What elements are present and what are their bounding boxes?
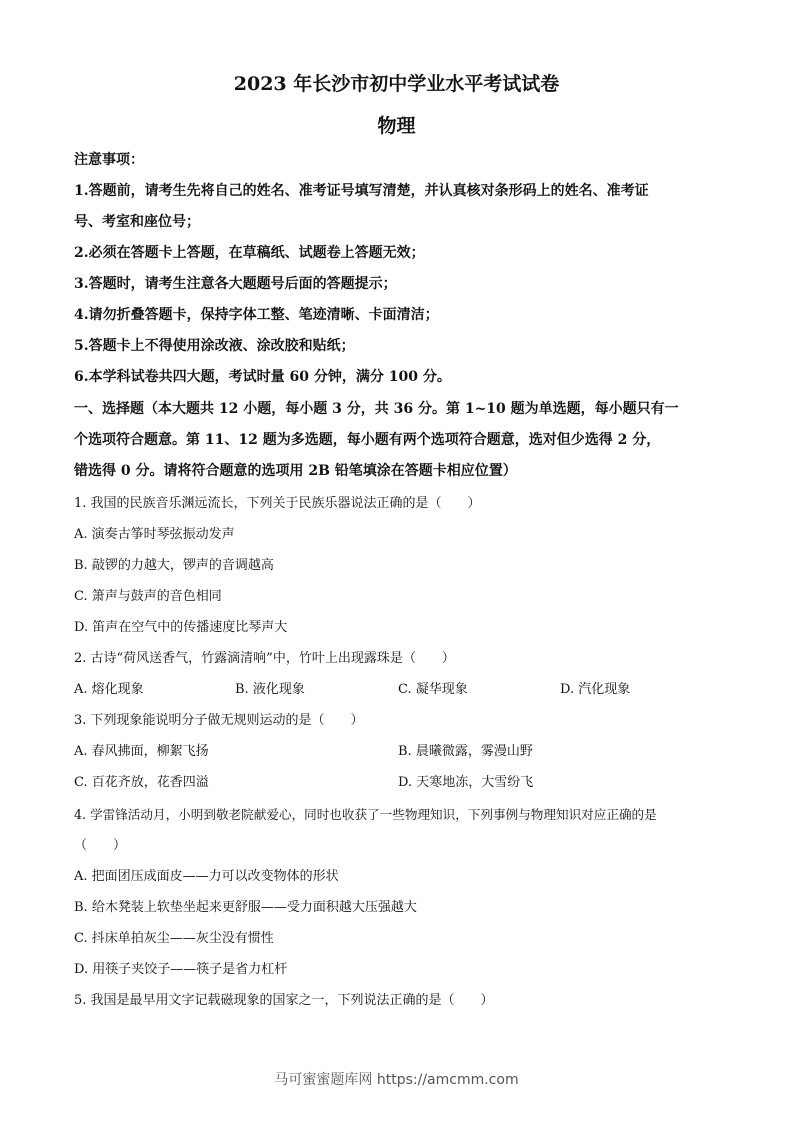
question-5-stem: 5. 我国是最早用文字记载磁现象的国家之一，下列说法正确的是（ ）: [74, 993, 494, 1008]
question-1-stem: 1. 我国的民族音乐渊远流长，下列关于民族乐器说法正确的是（ ）: [74, 496, 481, 511]
question-4-option-d: D. 用筷子夹饺子——筷子是省力杠杆: [74, 962, 288, 977]
question-3-option-b: B. 晨曦微露，雾漫山野: [398, 744, 533, 759]
question-1-option-c: C. 箫声与鼓声的音色相同: [74, 589, 222, 604]
question-3-stem: 3. 下列现象能说明分子做无规则运动的是（ ）: [74, 713, 364, 728]
notes-heading: 注意事项：: [74, 152, 144, 168]
exam-title: 2023 年长沙市初中学业水平考试试卷: [233, 73, 560, 95]
question-4-stem: 4. 学雷锋活动月，小明到敬老院献爱心，同时也收获了一些物理知识，下列事例与物理知识对应正确的是: [74, 807, 657, 822]
question-4-option-c: C. 抖床单拍灰尘——灰尘没有惯性: [74, 931, 274, 946]
question-4-option-b: B. 给木凳装上软垫坐起来更舒服——受力面积越大压强越大: [74, 900, 417, 915]
section-heading-cont: 个选项符合题意。第 11、12 题为多选题，每小题有两个选项符合题意，选对但少选得 2 分，: [74, 432, 661, 448]
question-4-option-a: A. 把面团压成面皮——力可以改变物体的形状: [74, 869, 339, 884]
note-item: 1.答题前，请考生先将自己的姓名、准考证号填写清楚，并认真核对条形码上的姓名、准考证: [74, 183, 649, 199]
question-2-stem: 2. 古诗“荷风送香气，竹露滴清响”中，竹叶上出现露珠是（ ）: [74, 651, 455, 666]
note-item: 2.必须在答题卡上答题，在草稿纸、试题卷上答题无效；: [74, 245, 425, 261]
note-item: 4.请勿折叠答题卡，保持字体工整、笔迹清晰、卡面清洁；: [74, 307, 439, 323]
footer-watermark: 马可蜜蜜题库网 https://amcmm.com: [274, 1072, 519, 1088]
note-item: 6.本学科试卷共四大题，考试时量 60 分钟，满分 100 分。: [74, 369, 451, 385]
question-3-option-c: C. 百花齐放，花香四溢: [74, 775, 209, 790]
note-item: 3.答题时，请考生注意各大题题号后面的答题提示；: [74, 276, 397, 292]
question-1-option-b: B. 敲锣的力越大，锣声的音调越高: [74, 558, 274, 573]
question-3-option-d: D. 天寒地冻，大雪纷飞: [398, 775, 534, 790]
question-3-option-a: A. 春风拂面，柳絮飞扬: [74, 744, 209, 759]
question-2-option-d: D. 汽化现象: [560, 682, 631, 697]
section-heading-cont: 错选得 0 分。请将符合题意的选项用 2B 铅笔填涂在答题卡相应位置）: [74, 463, 517, 479]
section-heading: 一、选择题（本大题共 12 小题，每小题 3 分，共 36 分。第 1~10 题为单选题，每小题只有一: [74, 401, 679, 417]
question-4-stem-cont: （ ）: [74, 838, 127, 853]
note-item: 5.答题卡上不得使用涂改液、涂改胶和贴纸；: [74, 338, 355, 354]
note-item: 号、考室和座位号；: [74, 214, 200, 230]
question-2-option-b: B. 液化现象: [235, 682, 305, 697]
question-2-option-a: A. 熔化现象: [74, 682, 144, 697]
question-1-option-a: A. 演奏古筝时琴弦振动发声: [74, 527, 235, 542]
question-2-option-c: C. 凝华现象: [398, 682, 468, 697]
subject-title: 物理: [377, 115, 416, 137]
question-1-option-d: D. 笛声在空气中的传播速度比琴声大: [74, 620, 288, 635]
